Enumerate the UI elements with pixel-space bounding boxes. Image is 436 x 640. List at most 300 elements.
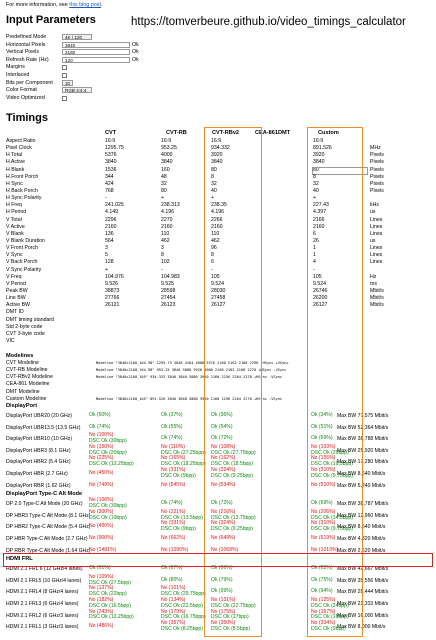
modeline-label: CEA-861 Modeline [6, 381, 50, 388]
dsc-status: DSC Ok (16.75bpp) [161, 614, 206, 621]
timing-value: 6 [313, 230, 316, 237]
timing-row-v-sync [6, 252, 436, 259]
fit-status: No (108%) [211, 443, 236, 450]
dsc-status: DSC Ok (9.75bpp) [311, 526, 353, 533]
timing-value: 9.524 [313, 280, 326, 287]
timing-row-v-period [6, 281, 436, 288]
dsc-status: DSC Ok (9bpp) [161, 472, 196, 479]
timing-value: 16:9 [313, 138, 324, 144]
timing-value: 3 [161, 245, 164, 252]
bw-cell [89, 413, 111, 419]
fit-status: No (662%) [161, 534, 186, 541]
fit-status: No (350%) [211, 620, 236, 627]
timing-label: V Active [6, 223, 25, 230]
dsc-status: DSC Ok (22.75bpp) [211, 602, 256, 609]
timing-row-h-back-porch [6, 188, 436, 195]
bw-row-displayport-ubr20-20-ghz [6, 410, 436, 422]
timing-value: 105 [211, 273, 220, 280]
fit-status: Ok (66%) [211, 565, 233, 572]
blog-post-link[interactable]: this blog post [69, 2, 101, 8]
timing-value: 27766 [105, 295, 120, 302]
bw-cell [311, 548, 338, 554]
max-bandwidth: Max BW 35,556 Mbit/s [337, 577, 389, 584]
fit-status: Ok (94%) [311, 588, 333, 595]
bw-cell [89, 524, 113, 530]
dsc-status: DSC Ok (9bpp) [311, 625, 346, 632]
bw-row-displayport-ubr13-5-13-5-ghz [6, 422, 436, 434]
timing-label: V Period [6, 280, 26, 287]
max-bandwidth: Max BW 2,620 Mbit/s [337, 547, 386, 554]
modeline-row-dmt-modeline [6, 388, 40, 396]
timing-value: 16:9 [161, 138, 172, 144]
timing-value: 136 [105, 230, 114, 237]
max-bandwidth: Max BW 8,640 Mbit/s [337, 524, 386, 531]
bw-row-label: DP HBR2 Type-C Alt Mode (5.4 GHz) [6, 524, 91, 531]
bw-cell [89, 536, 113, 542]
param-ok-status: Ok [132, 56, 139, 63]
param-label: Predefined Mode [6, 34, 47, 40]
bw-cell [161, 521, 196, 533]
modelines-heading: Modelines [6, 353, 34, 359]
timing-value: 96 [211, 245, 217, 252]
timing-value: 9.524 [211, 280, 224, 287]
param-label: Color Format [6, 87, 37, 94]
bw-row-hdmi-2-1-frl3-6-ghz-4-lanes [6, 598, 436, 610]
timing-value: 8 [313, 173, 316, 180]
interlaced-checkbox[interactable] [62, 73, 67, 78]
column-header-cvt: CVT [105, 130, 117, 136]
modeline-row-cvt-rbv2-modeline [6, 374, 283, 381]
fit-status: Ok (99%) [211, 588, 233, 595]
color-format-select[interactable]: RGB 4:4:4 [62, 87, 92, 93]
dsc-status: DSC Ok (27.5bpp) [89, 579, 131, 586]
fit-status: No (334%) [311, 620, 336, 627]
timing-label: H Sync Polarity [6, 195, 42, 202]
timing-label: H Sync [6, 180, 23, 187]
timing-unit: Lines [370, 216, 383, 223]
dsc-status: DSC Ok (29bpp) [311, 449, 349, 456]
refresh-rate-hz-input[interactable]: 120 [62, 57, 130, 63]
fit-status: No (450%) [89, 469, 114, 476]
dsc-status: DSC Ok (18.5bpp) [211, 461, 253, 468]
timing-unit: Pixels [370, 166, 384, 173]
bw-row-label: HDMI 2.1 FRL3 (6 GHz/4 lanes) [6, 600, 79, 607]
timing-label: CVT 3-byte code [6, 330, 45, 337]
timing-value: 344 [105, 173, 114, 180]
bw-row-label: DisplayPort UBR10 (10 GHz) [6, 436, 72, 443]
dsc-status: DSC Ok (16.5bpp) [89, 602, 131, 609]
timing-value: 3840 [211, 159, 223, 166]
timing-value: 26200 [313, 295, 328, 302]
bw-cell [211, 425, 233, 431]
fit-status: No (243%) [89, 608, 114, 615]
bw-cell [161, 483, 185, 489]
fit-status: Ok (75%) [311, 576, 333, 583]
timing-label: Active BW [6, 302, 30, 309]
fit-status: Ok (72%) [211, 500, 233, 507]
fit-status: No (1481%) [89, 546, 117, 553]
fit-status: Ok (36%) [211, 412, 233, 418]
timing-unit: ms [370, 280, 377, 287]
timing-unit: Hz [370, 273, 377, 280]
bw-cell [89, 456, 134, 468]
fit-status: No (300%) [89, 508, 114, 515]
bw-row-label: DisplayPort UBR20 (20 GHz) [6, 413, 72, 419]
bw-cell [89, 498, 127, 510]
dsc-status: DSC Ok (9.25bpp) [211, 526, 253, 533]
bw-row-label: DisplayPort UBR13.5 (13.5 GHz) [6, 424, 81, 431]
max-bandwidth: Max BW 38,787 Mbit/s [337, 501, 389, 508]
timing-value: 953.25 [161, 145, 177, 152]
fit-status: No (100%) [89, 432, 114, 439]
timing-label: H Freq [6, 202, 22, 209]
max-bandwidth: Max BW 38,788 Mbit/s [337, 436, 389, 443]
dsc-status: DSC Ok (9.25bpp) [211, 472, 253, 479]
bw-cell [89, 425, 111, 431]
bw-row-label: HDMI 2.1 FRL5 (10 GHz/4 lanes) [6, 577, 82, 584]
timing-value: + [105, 266, 109, 273]
timing-value: 48 [161, 173, 167, 180]
dsc-status: DSC Ok (9.75bpp) [311, 472, 353, 479]
timing-value: 32 [211, 180, 217, 187]
bw-row-label: HDMI 2.1 FRL2 (6 GHz/3 lanes) [6, 612, 79, 619]
fit-status: No (101%) [161, 585, 186, 592]
timing-row-h-period [6, 209, 436, 216]
fit-status: Ok (54%) [211, 423, 233, 430]
timing-value: 1536 [105, 166, 117, 173]
bw-cell [211, 548, 238, 554]
fit-status: Ok (74%) [89, 423, 111, 430]
timing-value: 1 [313, 245, 316, 252]
timing-row-h-active [6, 159, 436, 166]
timing-value: 4 [313, 259, 316, 266]
timing-row-h-total [6, 152, 436, 159]
fit-status: No (100%) [89, 497, 114, 504]
max-bandwidth: Max BW 52,364 Mbit/s [337, 424, 389, 431]
bw-row-label: HDMI 2.1 FRL4 (8 GHz/4 lanes) [6, 589, 79, 596]
timing-value: 1295.75 [105, 145, 124, 152]
bw-row-displayport-rbr-1-62-ghz [6, 480, 436, 492]
dsc-status: DSC Ok (17bpp) [211, 614, 249, 621]
dsc-status: DSC Ok (8.5bpp) [211, 625, 251, 632]
bw-cell [89, 471, 113, 477]
column-header-cvt-rbv2: CVT-RBv2 [212, 130, 240, 136]
bw-cell [161, 578, 183, 584]
timing-value: 462 [161, 237, 170, 244]
bw-row-hdmi-2-1-frl5-10-ghz-4-lanes [6, 575, 436, 587]
max-bandwidth: Max BW 12,960 Mbit/s [337, 512, 389, 519]
timing-value: 40 [313, 187, 319, 194]
modeline-row-cvt-modeline [6, 360, 289, 367]
timing-label: H Total [6, 152, 23, 159]
bw-row-label: DisplayPort RBR (1.62 GHz) [6, 482, 71, 489]
timing-row-peak-bw [6, 288, 436, 295]
timing-row-h-sync-polarity [6, 195, 436, 202]
timing-value: 564 [105, 237, 114, 244]
timing-value: 32 [161, 180, 167, 187]
page-url: https://tomverbeure.github.io/video_timings_calculator [131, 16, 406, 28]
dsc-status: DSC Ok (18bpp) [311, 614, 349, 621]
modeline-row-cea-861-modeline [6, 381, 50, 388]
fit-status: No (167%) [311, 608, 336, 615]
timing-label: Line BW [6, 295, 26, 302]
timing-label: V Blank Duration [6, 237, 45, 244]
max-bandwidth: Max BW 5,240 Mbit/s [337, 482, 386, 489]
timing-label: V Blank [6, 230, 24, 237]
param-ok-status: Ok [132, 41, 139, 48]
bw-cell [161, 501, 183, 507]
dsc-status: DSC Ok (27.75bpp) [211, 449, 256, 456]
bw-row-hdmi-2-1-frl-6-12-ghz-4-lanes [6, 563, 436, 575]
fit-status: Ok (55%) [161, 423, 183, 430]
bandwidth-section [6, 403, 436, 633]
timing-value: 238.35 [211, 202, 227, 209]
timing-value: 27458 [211, 295, 226, 302]
bw-row-dp-hbr-type-c-alt-mode-2-7-ghz [6, 533, 436, 545]
bw-cell [161, 548, 188, 554]
bw-cell [211, 483, 235, 489]
dsc-status: DSC Ok (14.5bpp) [311, 514, 353, 521]
fit-status: Ok (69%) [311, 500, 333, 507]
max-bandwidth: Max BW 28,444 Mbit/s [337, 589, 389, 596]
timing-value: 3 [105, 245, 108, 252]
bw-cell [89, 624, 113, 630]
timing-row-v-freq [6, 274, 436, 281]
top-note-text: For more information, see [6, 2, 68, 8]
bw-row-label: DisplayPort HBR2 (5.4 GHz) [6, 459, 71, 466]
bw-cell [211, 589, 233, 595]
timing-value: 4.397 [313, 209, 326, 216]
bits-per-component-select[interactable]: 10 [62, 80, 73, 86]
bw-row-label: DP HBR Type-C Alt Mode (2.7 GHz) [6, 535, 88, 542]
fit-status: No (331%) [161, 466, 186, 473]
timing-row-h-freq [6, 202, 436, 209]
timing-value: 4.196 [211, 209, 224, 216]
timing-value: 8 [161, 252, 164, 259]
timing-value: - [313, 266, 315, 273]
timing-value: 2296 [105, 216, 117, 223]
modeline-text: Modeline "3840×2160_104.98" 1295.75 3840 4184 4608 5376 2160 2163 2168 2296 -HSync +VSync [96, 361, 289, 365]
bw-cell [211, 536, 235, 542]
max-bandwidth: Max BW 25,920 Mbit/s [337, 447, 389, 454]
dsc-status: DSC Ok (10bpp) [89, 514, 127, 521]
bw-cell [211, 501, 233, 507]
timing-label: VIC [6, 337, 15, 344]
fit-status: No (225%) [89, 455, 114, 462]
fit-status: No (1090%) [161, 546, 189, 553]
max-bandwidth: Max BW 4,320 Mbit/s [337, 535, 386, 542]
fit-status: No (109%) [89, 573, 114, 580]
timing-label: V Freq [6, 273, 22, 280]
modelines-section [6, 353, 289, 403]
fit-status: No (486%) [89, 623, 114, 630]
modeline-label: CVT Modeline [6, 360, 39, 366]
margins-checkbox[interactable] [62, 65, 67, 70]
bw-cell [161, 566, 183, 572]
timing-value: - [161, 266, 163, 273]
fit-status: Ok (63%) [311, 565, 333, 572]
fit-status: No (110%) [161, 443, 185, 450]
bw-cell [311, 536, 335, 542]
timing-value: 80 [211, 166, 217, 173]
timing-unit: us [370, 237, 376, 244]
bw-row-label: DP RBR Type-C Alt Mode (1.64 GHz) [6, 547, 91, 554]
fit-status: No (534%) [211, 481, 236, 488]
fit-status: Ok (67%) [161, 565, 183, 572]
timing-value: 105 [313, 273, 322, 280]
timing-row-std-2-byte-code [6, 324, 436, 331]
bw-row-label: DP HBR3 Type-C Alt Mode (8.1 GHz) [6, 512, 91, 519]
timing-row-v-active [6, 224, 436, 231]
bw-row-label: DisplayPort HBR3 (8.1 GHz) [6, 447, 71, 454]
max-bandwidth: Max BW 8,640 Mbit/s [337, 470, 386, 477]
fit-status: Ok (69%) [311, 435, 333, 442]
timing-label: V Total [6, 216, 22, 223]
timing-value: 27454 [161, 295, 176, 302]
timing-row-vic [6, 338, 436, 345]
timing-unit: Pixels [370, 159, 384, 166]
dsc-status: DSC Ok (13.25bpp) [89, 461, 134, 468]
fit-status: Ok (72%) [211, 435, 233, 442]
fit-status: No (310%) [311, 520, 336, 527]
fit-status: No (179%) [161, 608, 186, 615]
bw-cell [211, 578, 233, 584]
timing-value: 462 [211, 237, 220, 244]
video-optimized-checkbox[interactable] [62, 96, 67, 101]
predefined-mode-select[interactable]: 4K / 120 [62, 34, 92, 40]
dsc-status: DSC Ok (13.5bpp) [161, 514, 203, 521]
bw-row-dp-2-0-type-c-alt-mode-20-ghz [6, 498, 436, 510]
fit-status: No (134%) [161, 596, 186, 603]
timing-value: 241.025 [105, 202, 124, 209]
timing-value: 28598 [161, 287, 176, 294]
timing-value: 2266 [211, 216, 223, 223]
fit-status: No (216%) [211, 508, 236, 515]
bw-row-hdmi-2-1-frl1-3-ghz-3-lanes [6, 621, 436, 633]
timing-value: 238.313 [161, 202, 180, 209]
group-heading-displayport-type-c-alt-mode: DisplayPort Type-C Alt Mode [6, 491, 83, 498]
fit-status: No (162%) [211, 455, 236, 462]
timing-value: 102 [161, 259, 170, 266]
modeline-text: Modeline "3840×2160_105" 891.526 3840 3848 3880 3920 2160 2256 2264 2270 +HSync -VSync [96, 396, 283, 401]
fit-status: No (619%) [311, 534, 336, 541]
timings-table [6, 138, 436, 345]
timing-value: 3840 [105, 159, 117, 166]
timing-label: H Blank [6, 166, 25, 173]
dsc-status: DSC Ok (18.25bpp) [161, 461, 206, 468]
fit-status: No (331%) [161, 520, 186, 527]
timing-row-h-blank [6, 167, 436, 174]
fit-status: No (150%) [89, 443, 114, 450]
param-label: Video Optimized [6, 94, 45, 101]
fit-status: Ok (34%) [311, 412, 333, 418]
modeline-label: Custom Modeline [6, 395, 47, 402]
dsc-status: DSC Ok (30bpp) [89, 502, 127, 509]
timing-unit: MHz [370, 145, 381, 152]
fit-status: Ok (50%) [89, 412, 111, 418]
bw-cell [89, 598, 131, 610]
timing-value: 4000 [161, 152, 173, 159]
horizontal-pixels-input[interactable]: 3840 [62, 42, 130, 48]
fit-status: No (450%) [89, 523, 114, 530]
top-note: For more information, see this blog post. [6, 2, 103, 8]
timing-value: + [313, 195, 317, 202]
timing-value: 3840 [161, 159, 173, 166]
fit-status: Ok (91%) [89, 565, 111, 572]
timing-value: 2160 [161, 223, 173, 230]
timing-value: 768 [105, 187, 114, 194]
fit-status: No (900%) [89, 534, 114, 541]
timing-value: - [105, 195, 107, 202]
timing-value: 9.526 [105, 280, 118, 287]
timing-unit: Mbit/s [370, 295, 384, 302]
bw-cell [89, 548, 116, 554]
bw-cell [311, 413, 333, 419]
timing-unit: Mbit/s [370, 302, 384, 309]
vertical-pixels-input[interactable]: 2160 [62, 49, 130, 55]
dsc-status: DSC Ok (20bpp) [89, 449, 127, 456]
dsc-status: DSC Ok (12.25bpp) [89, 614, 134, 621]
timing-row-dmt-timing-standard [6, 317, 436, 324]
timing-value: + [211, 195, 215, 202]
timing-value: 38873 [105, 287, 120, 294]
timing-unit: us [370, 209, 376, 216]
column-header-cea-861dmt: CEA-861DMT [255, 130, 291, 136]
timing-unit: Mbit/s [370, 287, 384, 294]
bw-row-label: DisplayPort HBR (2.7 GHz) [6, 470, 68, 477]
fit-status: No (649%) [211, 534, 236, 541]
timing-value: 8 [211, 173, 214, 180]
bw-cell [161, 413, 183, 419]
timing-unit: Lines [370, 245, 383, 252]
param-label: Horizontal Pixels [6, 41, 46, 48]
fit-status: No (155%) [311, 455, 336, 462]
timing-value: 4.196 [161, 209, 174, 216]
bw-cell [211, 521, 253, 533]
dsc-status: DSC Ok (22bpp) [89, 591, 127, 598]
timing-value: 2160 [211, 223, 223, 230]
bw-cell [211, 413, 233, 419]
bw-row-label: DP 2.0 Type-C Alt Mode (20 GHz) [6, 501, 83, 508]
timing-value: 26127 [211, 302, 226, 309]
timing-value: 6 [211, 259, 214, 266]
bw-cell [89, 510, 127, 522]
timing-label: DMT ID [6, 309, 24, 316]
dsc-status: DSC Ok (30bpp) [89, 437, 127, 444]
fit-status: Ok (51%) [311, 423, 333, 430]
timing-value: 26123 [161, 302, 176, 309]
bw-cell [161, 621, 203, 633]
dsc-status: DSC Ok (22.5bpp) [161, 602, 203, 609]
fit-status: Ok (80%) [161, 576, 183, 583]
column-header-cvt-rb: CVT-RB [166, 130, 187, 136]
param-label: Vertical Pixels [6, 49, 39, 56]
timing-value: 3840 [313, 159, 325, 166]
fit-status: No (1068%) [211, 546, 239, 553]
modeline-text: Modeline "3840×2160_105" 934.332 3840 3848 3880 3920 2160 2256 2264 2270 +HSync -VSync [96, 375, 283, 380]
timing-value: 80 [161, 187, 167, 194]
timing-value: 3920 [313, 152, 325, 159]
bw-cell [311, 566, 333, 572]
timing-value: 80 [313, 166, 319, 173]
dsc-status: DSC Ok (29.75bpp) [161, 591, 206, 598]
timing-value: - [211, 266, 213, 273]
timing-value: 28030 [211, 287, 226, 294]
param-label: Margins [6, 64, 25, 71]
timing-value: 891.526 [313, 145, 332, 152]
bw-cell [311, 436, 333, 442]
timing-label: H Front Porch [6, 173, 39, 180]
